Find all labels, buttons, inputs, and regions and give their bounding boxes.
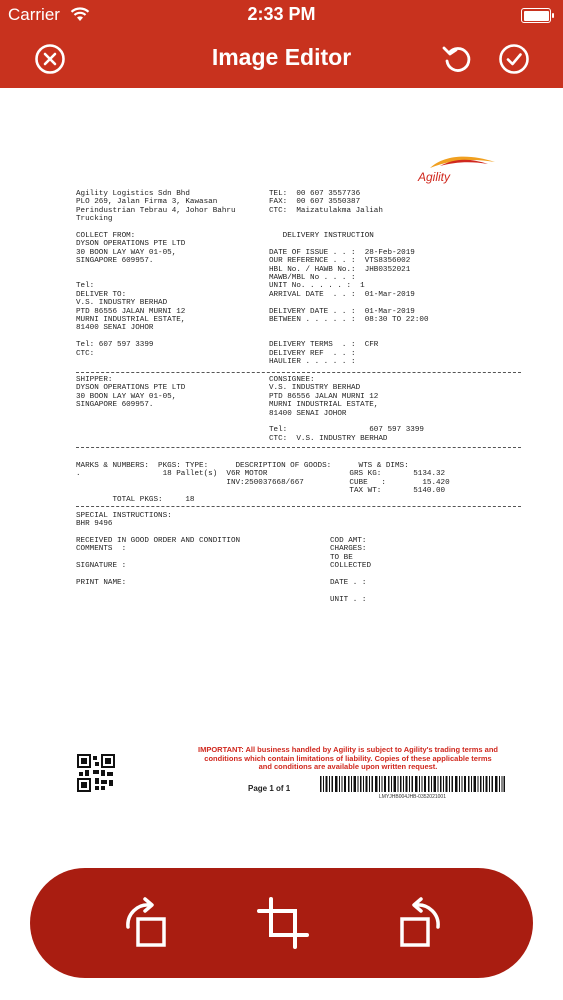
divider [76, 372, 521, 373]
cod-block: COD AMT: CHARGES: TO BE COLLECTED DATE . : UNIT . : [330, 537, 372, 604]
divider [76, 506, 521, 507]
rotate-left-button[interactable] [113, 888, 183, 958]
carrier-label: Carrier [8, 5, 60, 24]
consignee-block: CONSIGNEE: V.S. INDUSTRY BERHAD PTD 86556 JALAN MURNI 12 MURNI INDUSTRIAL ESTATE, 81400 SENAI JOHOR Tel: 607 597 3399 CTC: V.S. INDUSTRY BERHAD [269, 376, 424, 443]
undo-button[interactable] [438, 39, 478, 79]
editor-toolbar [30, 868, 533, 978]
goods-block: MARKS & NUMBERS: PKGS: TYPE: DESCRIPTION OF GOODS: WTS & DIMS: . 18 Pallet(s) V6R MOTOR GRS KG: 5134.32 INV:250037668/667 CUBE : 15.420 TAX WT: 5140.00 TOTAL PKGS: 18 [76, 462, 450, 504]
company-contacts: TEL: 00 607 3557736 FAX: 00 607 3550387 CTC: Maizatulakma Jaliah [269, 190, 383, 215]
rotate-back-icon [441, 42, 475, 76]
crop-icon [253, 893, 313, 953]
rotate-left-icon [116, 891, 180, 955]
done-button[interactable] [494, 39, 534, 79]
delivery-instruction-block: DELIVERY INSTRUCTION DATE OF ISSUE . . : 28-Feb-2019 OUR REFERENCE . . : VTS8356002 HBL No. / HAWB No.: JHB0352021 MAWB/MBL No . . . : UNIT No. . . . . : 1 ARRIVAL DATE . . : 01-Mar-2019 DELIVERY DATE . . : 01-Mar-2019 BETWEEN . . . . . : 08:30 TO 22:00 DELIVERY TERMS . : CFR DELIVERY REF . . : HAULIER . . . . . : [269, 232, 429, 367]
rotate-right-button[interactable] [383, 888, 453, 958]
page-number: Page 1 of 1 [248, 784, 291, 793]
company-address: Agility Logistics Sdn Bhd PLO 269, Jalan Firma 3, Kawasan Perindustrian Tebrau 4, Johor Bahru Trucking [76, 190, 236, 224]
battery-level [524, 11, 549, 21]
crop-button[interactable] [248, 888, 318, 958]
qr-code [77, 754, 115, 792]
received-block: RECEIVED IN GOOD ORDER AND CONDITION COMMENTS : SIGNATURE : PRINT NAME: [76, 537, 241, 588]
battery-icon [521, 8, 551, 23]
logo-text: Agility [418, 170, 451, 184]
divider [76, 447, 521, 448]
checkmark-circle-icon [498, 43, 530, 75]
special-instructions: SPECIAL INSTRUCTIONS: BHR 9496 [76, 512, 172, 529]
barcode [320, 776, 505, 792]
status-bar [0, 0, 563, 30]
important-notice: IMPORTANT: All business handled by Agility is subject to Agility's trading terms and conditions which contain limitations of liability. Copies of these applicable terms and conditions are available upon written request. [198, 745, 499, 772]
clock: 2:33 PM [247, 4, 316, 24]
rotate-right-icon [386, 891, 450, 955]
agility-logo [410, 152, 500, 188]
barcode-number: LMYJHB004JHB-0352021001 [379, 794, 446, 800]
navigation-bar [0, 30, 563, 88]
shipper-block: SHIPPER: DYSON OPERATIONS PTE LTD 30 BOON LAY WAY 01-05, SINGAPORE 609957. [76, 376, 186, 410]
page-title: Image Editor [211, 44, 352, 70]
document-image[interactable] [30, 110, 533, 830]
collect-deliver-block: COLLECT FROM: DYSON OPERATIONS PTE LTD 30 BOON LAY WAY 01-05, SINGAPORE 609957. Tel: DELIVER TO: V.S. INDUSTRY BERHAD PTD 86556 JALAN MURNI 12 MURNI INDUSTRIAL ESTATE, 81400 SENAI JOHOR Tel: 607 597 3399 CTC: [76, 232, 186, 358]
